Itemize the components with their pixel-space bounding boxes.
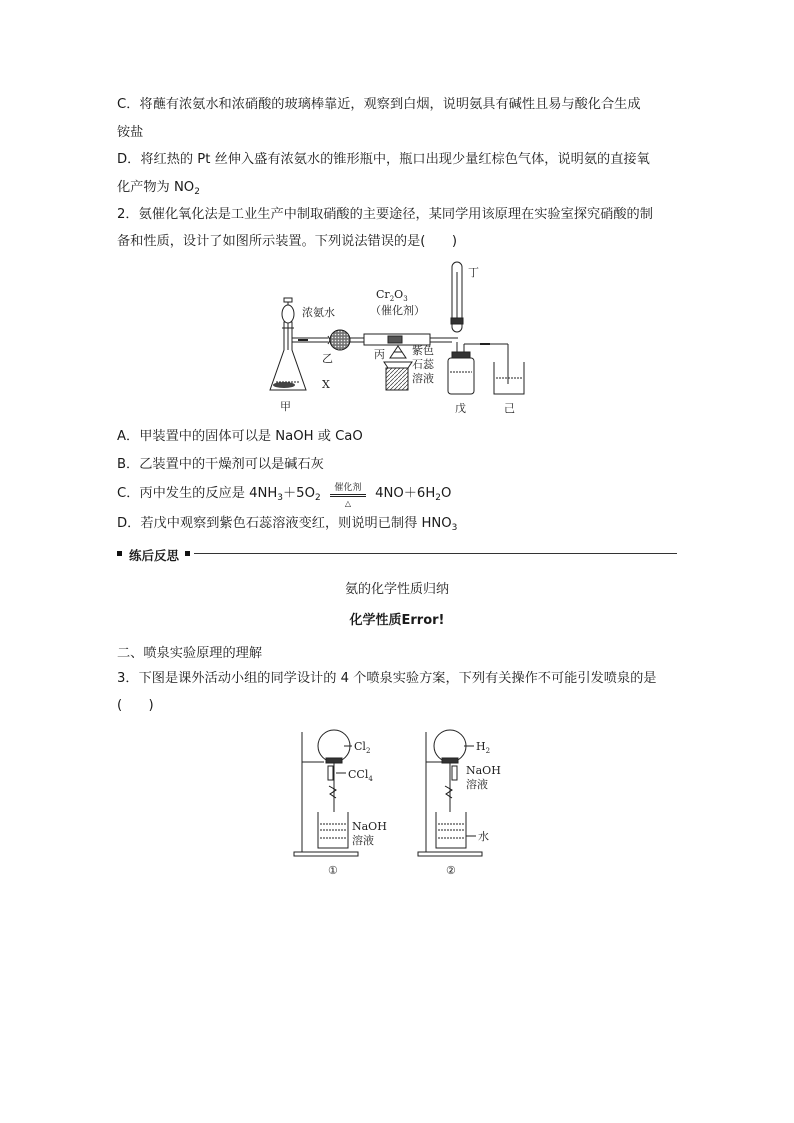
label-catalyst: $Cr_2O_3$ <box>376 288 408 303</box>
setup1-gas: $Cl_2$ <box>354 740 371 755</box>
option-d-line2: 化产物为 $NO_2$ <box>117 180 200 197</box>
label-x: X <box>322 378 330 391</box>
reflect-separator <box>117 546 677 562</box>
section-reflect-title: 练后反思 <box>129 548 180 563</box>
setup1-number: ① <box>328 864 338 877</box>
label-wu: 戊 <box>455 402 466 415</box>
q2-option-d: D．若戊中观察到紫色石蕊溶液变红，则说明已制得 $HNO_3$ <box>117 516 458 533</box>
section-2-heading: 二、喷泉实验原理的理解 <box>117 646 263 661</box>
summary-bold: 化学性质Error! <box>349 613 445 628</box>
summary-title: 氨的化学性质归纳 <box>344 582 449 597</box>
fountain-figure <box>290 728 510 878</box>
label-catalyst-note: （催化剂） <box>370 304 425 317</box>
q2-option-c: C．丙中发生的反应是 $4NH_3+5O_2$ 催化剂 △ $4NO+6H_2O$ <box>117 483 452 508</box>
setup2-gas: $H_2$ <box>476 740 491 755</box>
setup2-beaker: 水 <box>478 830 489 843</box>
setup2-number: ② <box>446 864 456 877</box>
question-3-line1: 3．下图是课外活动小组的同学设计的 4 个喷泉实验方案，下列有关操作不可能引发喷泉的是 <box>117 671 657 686</box>
q2-option-a: A．甲装置中的固体可以是 NaOH 或 CaO <box>117 429 363 444</box>
label-litmus-2: 石蕊 <box>412 358 434 371</box>
option-d-line1: D．将红热的 Pt 丝伸入盛有浓氨水的锥形瓶中，瓶口出现少量红棕色气体，说明氨的直接氧 <box>117 152 650 167</box>
setup1-beaker-2: 溶液 <box>352 834 374 847</box>
label-ding: 丁 <box>468 266 479 279</box>
label-jia: 甲 <box>280 400 291 413</box>
question-3-line2: ( ) <box>117 698 154 713</box>
label-litmus-3: 溶液 <box>412 372 434 385</box>
label-ji: 己 <box>504 402 515 415</box>
question-2-line1: 2．氨催化氧化法是工业生产中制取硝酸的主要途径，某同学用该原理在实验室探究硝酸的制 <box>117 207 653 222</box>
q2-option-b: B．乙装置中的干燥剂可以是碱石灰 <box>117 457 324 472</box>
question-2-line2: 备和性质，设计了如图所示装置。下列说法错误的是( ) <box>117 234 457 249</box>
setup1-liquid: CCl$_4$ <box>348 768 373 783</box>
option-c-line2: 铵盐 <box>117 125 144 140</box>
setup1-beaker-1: NaOH <box>352 820 387 833</box>
apparatus-figure-1 <box>262 258 544 418</box>
reaction-condition: 催化剂 △ <box>328 485 368 503</box>
option-c-line1: C．将蘸有浓氨水和浓硝酸的玻璃棒靠近，观察到白烟，说明氨具有碱性且易与酸化合生成 <box>117 97 641 112</box>
label-yi: 乙 <box>322 352 333 365</box>
setup2-liquid-1: NaOH <box>466 764 501 777</box>
label-nongansui: 浓氨水 <box>302 306 335 319</box>
label-litmus-1: 紫色 <box>412 344 434 357</box>
label-bing: 丙 <box>374 348 385 361</box>
setup2-liquid-2: 溶液 <box>466 778 488 791</box>
